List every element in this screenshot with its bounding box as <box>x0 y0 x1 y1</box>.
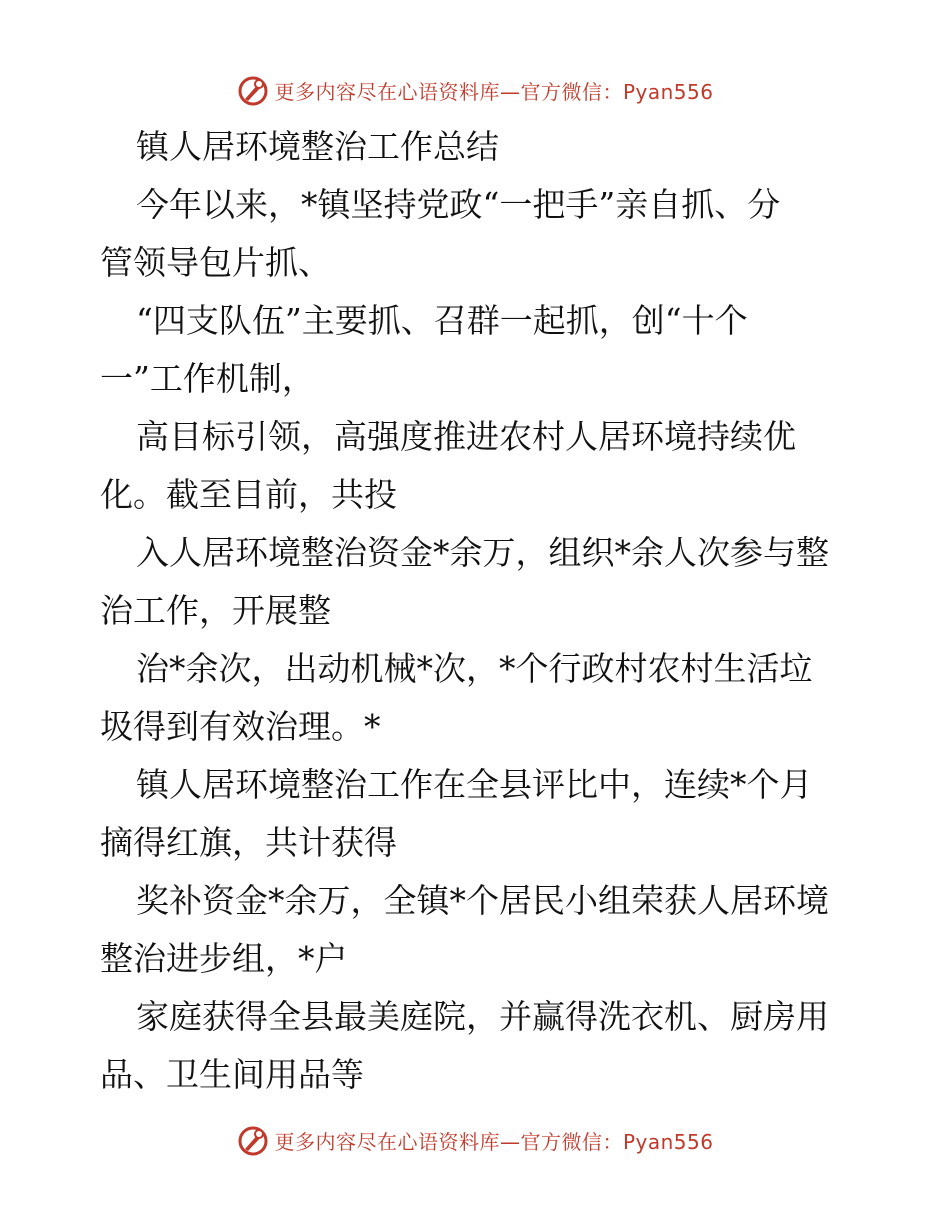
document-body <box>100 118 860 1104</box>
paragraph-line: 治工作，开展整 <box>100 591 331 630</box>
paragraph-line: 奖补资金*余万，全镇*个居民小组荣获人居环境 <box>136 881 829 920</box>
quill-logo-icon <box>236 73 270 107</box>
paragraph-line: “四支队伍”主要抓、召群一起抓，创“十个 <box>136 301 748 340</box>
paragraph-line: 入人居环境整治资金*余万，组织*余人次参与整 <box>136 533 829 572</box>
paragraph-line: 管领导包片抓、 <box>100 243 331 282</box>
document-title: 镇人居环境整治工作总结 <box>136 127 499 166</box>
paragraph-line: 摘得红旗，共计获得 <box>100 823 397 862</box>
paragraph-line: 今年以来，*镇坚持党政“一把手”亲自抓、分 <box>136 185 781 224</box>
paragraph-line: 高目标引领，高强度推进农村人居环境持续优 <box>136 417 796 456</box>
paragraph-line: 治*余次，出动机械*次，*个行政村农村生活垃 <box>136 649 813 688</box>
paragraph-line: 品、卫生间用品等 <box>100 1055 364 1094</box>
paragraph-line: 整治进步组，*户 <box>100 939 348 978</box>
header-banner-text: 更多内容尽在心语资料库—官方微信：Pyan556 <box>274 79 714 104</box>
paragraph-line: 一”工作机制， <box>100 359 315 398</box>
paragraph-line: 圾得到有效治理。* <box>100 707 381 746</box>
paragraph-line: 家庭获得全县最美庭院，并赢得洗衣机、厨房用 <box>136 997 829 1036</box>
footer-banner-text: 更多内容尽在心语资料库—官方微信：Pyan556 <box>274 1129 714 1154</box>
paragraph-line: 镇人居环境整治工作在全县评比中，连续*个月 <box>136 765 813 804</box>
header-banner <box>0 68 950 112</box>
paragraph-line: 化。截至目前，共投 <box>100 475 397 514</box>
footer-banner <box>0 1118 950 1162</box>
quill-logo-icon <box>236 1123 270 1157</box>
